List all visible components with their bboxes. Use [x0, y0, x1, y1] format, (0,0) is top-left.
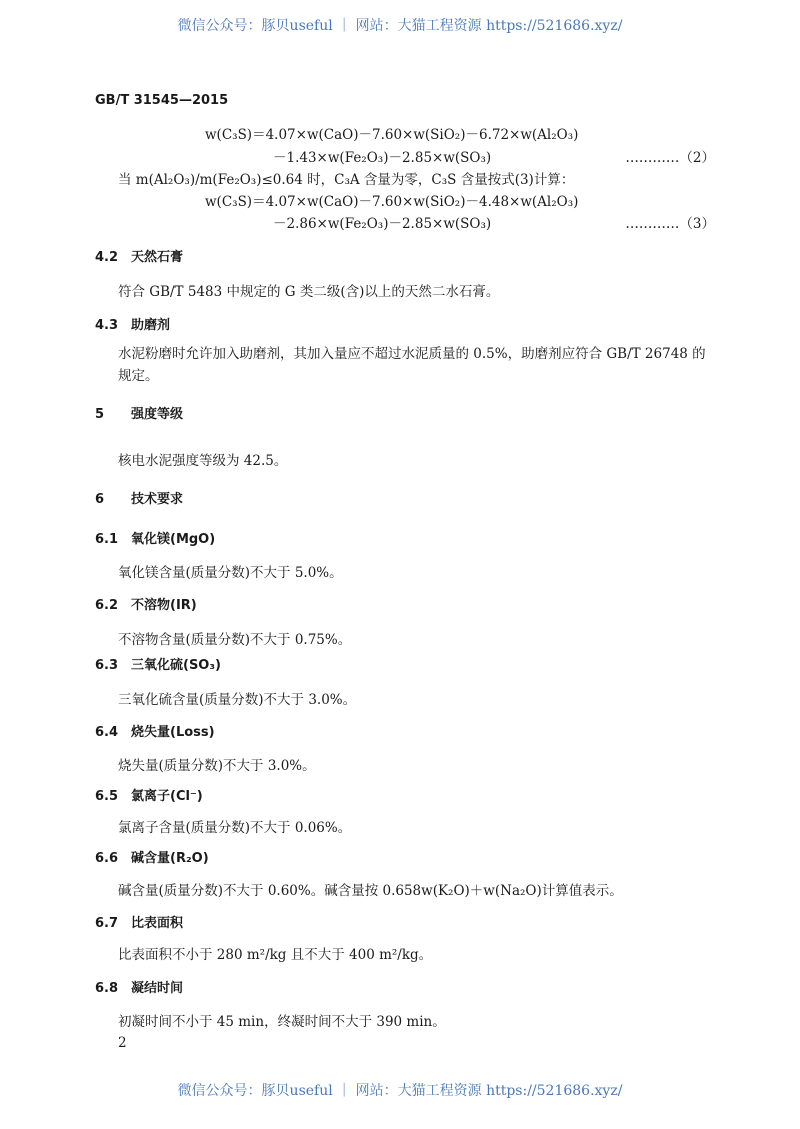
section-body-text: 烧失量(质量分数)不大于 3.0%。 [118, 758, 316, 774]
section-heading [95, 787, 203, 807]
section-body-text: 核电水泥强度等级为 42.5。 [118, 453, 288, 469]
formula-2-line-1: w(C₃S)＝4.07×w(CaO)－7.60×w(SiO₂)－6.72×w(Al₂O₃) [205, 127, 579, 143]
section-number: 6.4 [95, 725, 119, 740]
formula-3-line-1: w(C₃S)＝4.07×w(CaO)－7.60×w(SiO₂)－4.48×w(Al₂O₃) [205, 194, 579, 210]
section-number: 6.7 [95, 916, 119, 931]
section-number: 6.6 [95, 851, 119, 866]
formula-3-line-2: －2.86×w(Fe₂O₃)－2.85×w(SO₃) [273, 216, 492, 232]
section-title: 天然石膏 [131, 250, 184, 265]
section-number: 5 [95, 407, 105, 422]
section-heading [95, 914, 183, 934]
section-body-text: 不溶物含量(质量分数)不大于 0.75%。 [118, 632, 352, 648]
section-body-text: 氯离子含量(质量分数)不大于 0.06%。 [118, 820, 352, 836]
section-title: 氧化镁(MgO) [131, 532, 216, 547]
section-title: 三氧化硫(SO₃) [131, 658, 221, 673]
section-number: 6.8 [95, 981, 119, 996]
section-body-text: 比表面积不小于 280 m²/kg 且不大于 400 m²/kg。 [118, 947, 433, 963]
formula-3-number: …………（3） [625, 216, 715, 232]
formula-2-number: …………（2） [625, 150, 715, 166]
section-number: 6 [95, 492, 105, 507]
section-number: 4.2 [95, 250, 119, 265]
section-body-text: 规定。 [118, 368, 159, 384]
section-body-text: 碱含量(质量分数)不大于 0.60%。碱含量按 0.658w(K₂O)＋w(Na₂O)计算值表示。 [118, 883, 623, 899]
formula-2-line-2: －1.43×w(Fe₂O₃)－2.85×w(SO₃) [273, 150, 492, 166]
section-heading [95, 656, 221, 676]
section-body-text: 初凝时间不小于 45 min，终凝时间不大于 390 min。 [118, 1014, 446, 1030]
section-title: 凝结时间 [131, 981, 184, 996]
section-heading [95, 248, 183, 268]
section-heading [95, 596, 197, 616]
section-heading [95, 723, 215, 743]
page-number: 2 [118, 1035, 127, 1051]
section-number: 6.3 [95, 658, 119, 673]
section-title: 技术要求 [131, 492, 184, 507]
section-heading [95, 405, 183, 425]
section-number: 6.1 [95, 532, 119, 547]
section-title: 比表面积 [131, 916, 184, 931]
section-heading [95, 849, 209, 869]
section-number: 6.5 [95, 789, 119, 804]
section-heading [95, 530, 215, 550]
section-title: 烧失量(Loss) [131, 725, 215, 740]
section-title: 碱含量(R₂O) [131, 851, 209, 866]
section-heading [95, 979, 183, 999]
formula-condition: 当 m(Al₂O₃)/m(Fe₂O₃)≤0.64 时，C₃A 含量为零，C₃S 含量按式(3)计算： [118, 172, 575, 188]
section-body-text: 氧化镁含量(质量分数)不大于 5.0%。 [118, 565, 343, 581]
section-title: 助磨剂 [131, 318, 171, 333]
section-title: 氯离子(Cl⁻) [131, 789, 203, 804]
section-body-text: 水泥粉磨时允许加入助磨剂，其加入量应不超过水泥质量的 0.5%，助磨剂应符合 GB/T 26748 的 [118, 346, 706, 362]
section-number: 6.2 [95, 598, 119, 613]
section-title: 不溶物(IR) [131, 598, 197, 613]
watermark-top: 微信公众号：豚贝useful ｜ 网站：大猫工程资源 https://521686.xyz/ [177, 18, 623, 34]
section-heading [95, 490, 183, 510]
section-title: 强度等级 [131, 407, 184, 422]
section-heading [95, 316, 170, 336]
section-body-text: 符合 GB/T 5483 中规定的 G 类二级(含)以上的天然二水石膏。 [118, 284, 500, 300]
watermark-bottom: 微信公众号：豚贝useful ｜ 网站：大猫工程资源 https://521686.xyz/ [177, 1083, 623, 1099]
section-body-text: 三氧化硫含量(质量分数)不大于 3.0%。 [118, 692, 357, 708]
standard-number-header: GB/T 31545—2015 [95, 93, 229, 108]
section-number: 4.3 [95, 318, 119, 333]
